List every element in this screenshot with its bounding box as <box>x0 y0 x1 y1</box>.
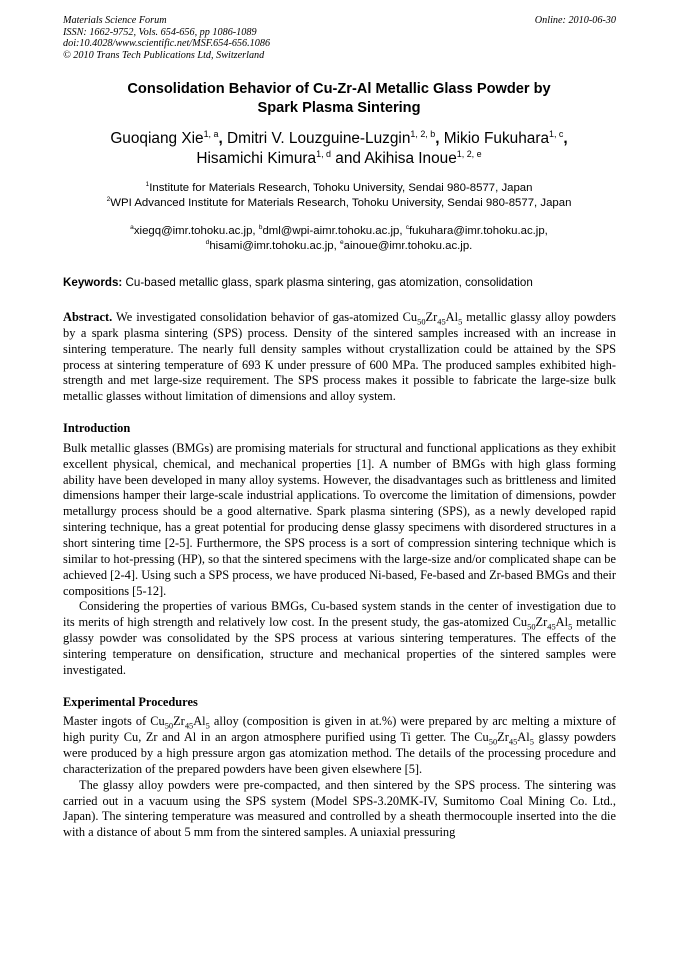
email-line-2: $^d$hisami@imr.tohoku.ac.jp, $^e$ainoue@imr.tohoku.ac.jp. <box>205 239 473 252</box>
experimental-paragraph-1: Master ingots of $Cu_{50}Zr_{45}Al_5$ alloy (composition is given in at.%) were prepared by arc melting a mixture of high purity Cu, Zr and Al in an argon atmosphere purified using Ti getter. The $Cu_{50}Zr_{45}Al_5$ glassy powders were produced by a high pressure argon gas atomization method. The details of the processing procedure and characterization of the prepared powders have been given elsewhere [5]. <box>63 714 616 776</box>
section-heading-experimental: Experimental Procedures <box>63 694 198 709</box>
email-address[interactable]: ainoue@imr.tohoku.ac.jp. <box>343 240 473 252</box>
author-name: Hisamichi Kimura <box>196 150 317 167</box>
paper-body <box>63 310 616 841</box>
email-address[interactable]: fukuhara@imr.tohoku.ac.jp, <box>409 225 548 237</box>
abstract-label: Abstract. <box>63 310 113 324</box>
author-separator: , <box>218 130 228 147</box>
author-list <box>30 129 648 169</box>
affiliation-1: $^1$Institute for Materials Research, Tohoku University, Sendai 980-8577, Japan <box>145 181 533 194</box>
intro-paragraph-1: Bulk metallic glasses (BMGs) are promising materials for structural and functional applications as they exhibit excellent physical, chemical, and mechanical properties [1]. A number of BMGs with high glass forming ability have been developed in many alloy systems. However, the disadvantages such as brittleness and limited dimensions hamper their large-scale industrial applications. To overcome the limitation of dimensions, powder metallurgy process should be a good alternative. Spark plasma sintering (SPS), as a newly developed rapid sintering technique, has a great potential for producing dense glassy specimens with disordered structures in a short sintering time [2-5]. Furthermore, the SPS process is a sort of compression sintering technique which is similar to hot-pressing (HP), so that the sintered specimens with the large-size and/or complicated shape can be achieved [2-4]. Using such a SPS process, we have produced Ni-based, Fe-based and Zr-based BMGs and their compositions [5-12]. <box>63 440 616 598</box>
author-separator: and <box>331 150 365 167</box>
author-name: Dmitri V. Louzguine-Luzgin <box>227 130 411 147</box>
alloy-formula: $Cu_{50}Zr_{45}Al_5$ <box>150 714 210 731</box>
issn-line: ISSN: 1662-9752, Vols. 654-656, pp 1086-1089 <box>63 26 257 38</box>
alloy-formula: $Cu_{50}Zr_{45}Al_5$ <box>474 730 534 747</box>
author-name: Akihisa Inoue <box>364 150 457 167</box>
email-address[interactable]: hisami@imr.tohoku.ac.jp, <box>209 240 340 252</box>
author-separator: , <box>563 130 568 147</box>
online-date: Online: 2010-06-30 <box>534 15 616 26</box>
author-affil-mark: 1, a <box>203 128 219 139</box>
keywords-label: Keywords: <box>63 276 123 289</box>
author-line-1 <box>30 129 648 149</box>
email-line-1: $^a$xiegq@imr.tohoku.ac.jp, $^b$dml@wpi-aimr.tohoku.ac.jp, $^c$fukuhara@imr.tohoku.ac.jp, <box>130 224 548 237</box>
experimental-paragraph-2: The glassy alloy powders were pre-compacted, and then sintered by the SPS process. The sintering was carried out in a vacuum using the SPS system (Model SPS-3.20MK-IV, Sumitomo Coal Mining Co. Ltd., Japan). The sintering temperature was measured and controlled by a sheath thermocouple inserted into the die with a distance of about 5 mm from the sintered samples. A uniaxial pressuring <box>63 777 616 840</box>
journal-header <box>63 15 616 61</box>
title-line-1: Consolidation Behavior of Cu-Zr-Al Metallic Glass Powder by <box>127 81 551 97</box>
author-affil-mark: 1, 2, e <box>456 148 482 159</box>
intro-paragraph-2: Considering the properties of various BMGs, Cu-based system stands in the center of investigation due to its merits of high strength and relatively low cost. In the present study, the gas-atomized $Cu_{50}Zr_{45}Al_5$ metallic glassy powder was consolidated by the SPS process at various sintering temperatures. The effects of the sintering temperature on densification, structure and mechanical properties of the sintered samples were investigated. <box>63 599 616 677</box>
alloy-formula: $Cu_{50}Zr_{45}Al_5$ <box>512 615 573 632</box>
keywords <box>63 275 616 290</box>
title-line-2: Spark Plasma Sintering <box>257 100 421 116</box>
author-line-2 <box>30 149 648 169</box>
journal-name: Materials Science Forum <box>63 15 167 26</box>
affiliation-2: $^2$WPI Advanced Institute for Materials Research, Tohoku University, Sendai 980-8577, Japan <box>106 196 572 209</box>
author-emails <box>30 224 648 254</box>
email-address[interactable]: dml@wpi-aimr.tohoku.ac.jp, <box>262 225 406 237</box>
keywords-text: Cu-based metallic glass, spark plasma sintering, gas atomization, consolidation <box>122 276 533 289</box>
author-affil-mark: 1, d <box>316 148 331 159</box>
alloy-formula: $Cu_{50}Zr_{45}Al_5$ <box>402 310 463 327</box>
author-name: Guoqiang Xie <box>110 130 204 147</box>
affiliations <box>30 181 648 211</box>
copyright-line: © 2010 Trans Tech Publications Ltd, Switzerland <box>63 49 265 61</box>
doi-line[interactable]: doi:10.4028/www.scientific.net/MSF.654-656.1086 <box>63 38 271 50</box>
author-separator: , <box>435 130 444 147</box>
paper-title <box>40 80 638 118</box>
author-affil-mark: 1, 2, b <box>410 128 436 139</box>
abstract: Abstract. We investigated consolidation behavior of gas-atomized $Cu_{50}Zr_{45}Al_5$ metallic glassy alloy powders by a spark plasma sintering (SPS) process. Density of the sintered samples increased with an increase in sintering temperature. The nearly full density samples without crystallization could be attained by the SPS process at sintering temperature of 693 K under pressure of 600 MPa. The produced samples exhibited high-strength and met large-size requirement. The SPS process makes it possible to fabricate the large-size bulk metallic glasses without limitation of dimensions and alloy system. <box>63 310 616 404</box>
author-affil-mark: 1, c <box>549 128 564 139</box>
email-address[interactable]: xiegq@imr.tohoku.ac.jp, <box>133 225 259 237</box>
section-heading-introduction: Introduction <box>63 421 131 436</box>
author-name: Mikio Fukuhara <box>443 130 550 147</box>
